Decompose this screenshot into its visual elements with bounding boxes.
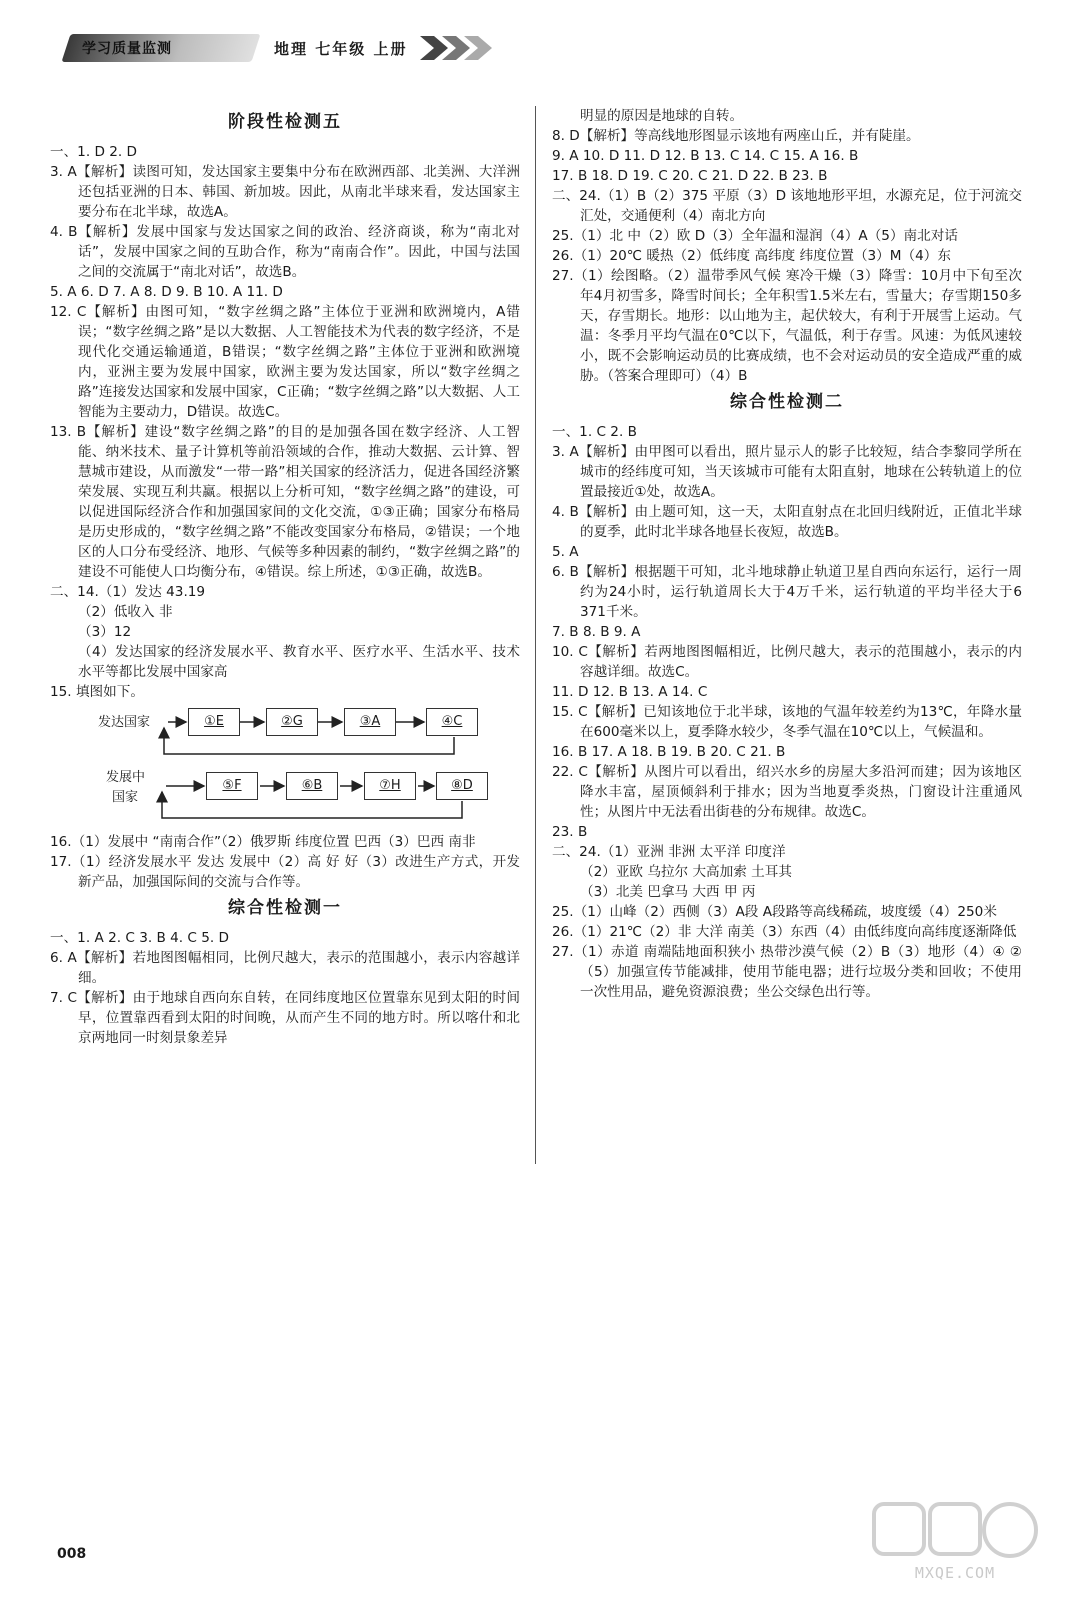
answer-line: 11. D 12. B 13. A 14. C <box>552 684 708 700</box>
answer-line: 22. C【解析】从图片可以看出，绍兴水乡的房屋大多沿河而建；因为该地区降水丰富，屋顶倾斜利于排水；因为当地夏季炎热，门窗设计注重通风性；从图片中无法看出街巷的分布规律。故选C。 <box>552 764 1022 820</box>
developing-label-a: 发展中 <box>106 770 146 785</box>
answer-line: 13. B【解析】建设“数字丝绸之路”的目的是加强各国在数字经济、人工智能、纳米技术、量子计算机等前沿领域的合作，推动大数据、云计算、智慧城市建设，从而激发“一带一路”相关国家的经济活力，促进各国经济繁荣发展、实现互利共赢。根据以上分析可知，“数字丝绸之路”的建设，可以促进国际经济合作和加强国家间的文化交流，①③正确；国家分布格局是历史形成的，“数字丝绸之路”不能改变国家分布格局，②错误；一个地区的人口分布受经济、地形、气候等多种因素的制约，“数字丝绸之路”的建设不可能使人口均衡分布，④错误。综上所述，①③正确，故选B。 <box>50 424 520 580</box>
watermark-stamp-icon <box>870 1500 1040 1564</box>
answer-line: 一、1. A 2. C 3. B 4. C 5. D <box>50 930 230 946</box>
answer-line: 26.（1）20℃ 暖热（2）低纬度 高纬度 纬度位置（3）M（4）东 <box>552 248 951 264</box>
page-number: 008 <box>57 1546 87 1562</box>
watermark-logo <box>870 1500 1040 1590</box>
left-column <box>50 106 520 1048</box>
answer-line: 一、1. C 2. B <box>552 424 637 440</box>
answer-line: （2）亚欧 乌拉尔 大高加索 土耳其 <box>580 864 792 880</box>
diagram-box: ⑤F <box>206 772 258 800</box>
answer-line: 7. B 8. B 9. A <box>552 624 641 640</box>
answer-line: 二、24.（1）B（2）375 平原（3）D 该地地形平坦，水源充足，位于河流交汇处，交通便利（4）南北方向 <box>552 188 1022 224</box>
answer-line: 7. C【解析】由于地球自西向东自转，在同纬度地区位置靠东见到太阳的时间早，位置靠西看到太阳的时间晚，从而产生不同的地方时。所以喀什和北京两地同一时刻景象差异 <box>50 990 520 1046</box>
answer-line: 5. A 6. D 7. A 8. D 9. B 10. A 11. D <box>50 284 283 300</box>
developing-label-b: 国家 <box>112 790 139 805</box>
diagram-box: ④C <box>426 708 478 736</box>
answer-line: 25.（1）山峰（2）西侧（3）A段 A段路等高线稀疏，坡度缓（4）250米 <box>552 904 997 920</box>
column-divider <box>535 106 536 1164</box>
section-title-comprehensive-one: 综合性检测一 <box>228 898 342 918</box>
answer-line: 5. A <box>552 544 579 560</box>
watermark-text: MXQE.COM <box>914 1564 996 1582</box>
diagram-box: ⑦H <box>364 772 416 800</box>
answer-line: 17. B 18. D 19. C 20. C 21. D 22. B 23. B <box>552 168 828 184</box>
answer-line: 23. B <box>552 824 588 840</box>
answer-line: （2）低收入 非 <box>78 604 173 620</box>
diagram-box: ②G <box>266 708 318 736</box>
answer-line: （3）12 <box>78 624 132 640</box>
answer-line: 3. A【解析】由甲图可以看出，照片显示人的影子比较短，结合李黎同学所在城市的经纬度可知，当天该城市可能有太阳直射，地球在公转轨道上的位置最接近①处，故选A。 <box>552 444 1022 500</box>
diagram-box: ⑧D <box>436 772 488 800</box>
answer-line: 二、14.（1）发达 43.19 <box>50 584 206 600</box>
answer-line: 3. A【解析】读图可知，发达国家主要集中分布在欧洲西部、北美洲、大洋洲还包括亚洲的日本、韩国、新加坡。因此，从南北半球来看，发达国家主要分布在北半球，故选A。 <box>50 164 520 220</box>
series-title: 学习质量监测 <box>82 41 172 57</box>
fill-in-flow-diagram <box>50 706 520 826</box>
answer-line: 12. C【解析】由图可知，“数字丝绸之路”主体位于亚洲和欧洲境内，A错误；“数字丝绸之路”是以大数据、人工智能技术为代表的数字经济，不是现代化交通运输通道，B错误；“数字丝绸之路”主体位于亚洲和欧洲境内，亚洲主要为发展中国家，欧洲主要为发达国家，所以“数字丝绸之路”连接发达国家和发展中国家，C正确；“数字丝绸之路”以大数据、人工智能为主要动力，D错误。故选C。 <box>50 304 520 420</box>
answer-line: 25.（1）北 中（2）欧 D（3）全年温和湿润（4）A（5）南北对话 <box>552 228 958 244</box>
answer-line: 明显的原因是地球的自转。 <box>580 108 744 124</box>
answer-line: 26.（1）21℃（2）非 大洋 南美（3）东西（4）由低纬度向高纬度逐渐降低 <box>552 924 1017 940</box>
answer-line: 27.（1）赤道 南端陆地面积狭小 热带沙漠气候（2）B（3）地形（4）④ ②（5）加强宣传节能减排，使用节能电器；进行垃圾分类和回收；不使用一次性用品，避免资源浪费；坐公交绿色出行等。 <box>552 944 1022 1000</box>
answer-line: 6. B【解析】根据题干可知，北斗地球静止轨道卫星自西向东运行，运行一周约为24小时，运行轨道周长大于4万千米，运行轨道的平均半径大于6 371千米。 <box>552 564 1022 620</box>
subject-title: 地理 七年级 上册 <box>274 40 408 58</box>
answer-line: 15. C【解析】已知该地位于北半球，该地的气温年较差约为13℃，年降水量在600毫米以上，夏季降水较少，冬季气温在10℃以上，气候温和。 <box>552 704 1022 740</box>
section-title-stage-five: 阶段性检测五 <box>228 112 342 132</box>
answer-line: （4）发达国家的经济发展水平、教育水平、医疗水平、生活水平、技术水平等都比发展中国家高 <box>78 644 520 680</box>
answer-line: 10. C【解析】若两地图图幅相近，比例尺越大，表示的范围越小，表示的内容越详细。故选C。 <box>552 644 1022 680</box>
answer-line: 二、24.（1）亚洲 非洲 太平洋 印度洋 <box>552 844 786 860</box>
chevron-decoration-icon <box>420 34 500 62</box>
answer-line: 8. D【解析】等高线地形图显示该地有两座山丘，并有陡崖。 <box>552 128 920 144</box>
answer-line: （3）北美 巴拿马 大西 甲 丙 <box>580 884 756 900</box>
answer-line: 17.（1）经济发展水平 发达 发展中（2）高 好 好（3）改进生产方式，开发新产品，加强国际间的交流与合作等。 <box>50 854 520 890</box>
diagram-box: ③A <box>344 708 396 736</box>
page-header <box>52 28 472 68</box>
answer-line: 6. A【解析】若地图图幅相同，比例尺越大，表示的范围越小，表示内容越详细。 <box>50 950 520 986</box>
developed-label: 发达国家 <box>98 715 151 730</box>
answer-line: 4. B【解析】由上题可知，这一天，太阳直射点在北回归线附近，正值北半球的夏季，此时北半球各地昼长夜短，故选B。 <box>552 504 1022 540</box>
answer-line: 9. A 10. D 11. D 12. B 13. C 14. C 15. A 16. B <box>552 148 859 164</box>
answer-line: 16.（1）发展中 “南南合作”（2）俄罗斯 纬度位置 巴西（3）巴西 南非 <box>50 834 476 850</box>
right-column <box>552 106 1022 1002</box>
answer-line: 4. B【解析】发展中国家与发达国家之间的政治、经济商谈，称为“南北对话”，发展中国家之间的互助合作，称为“南南合作”。因此，中国与法国之间的交流属于“南北对话”，故选B。 <box>50 224 520 280</box>
answer-line: 16. B 17. A 18. B 19. B 20. C 21. B <box>552 744 786 760</box>
answer-line: 一、1. D 2. D <box>50 144 138 160</box>
diagram-box: ①E <box>188 708 240 736</box>
answer-line: 15. 填图如下。 <box>50 684 144 700</box>
answer-line: 27.（1）绘图略。（2）温带季风气候 寒冷干燥（3）降雪：10月中下旬至次年4月初雪多，降雪时间长；全年积雪1.5米左右，雪量大；存雪期150多天，存雪期长。地形：以山地为主，起伏较大，有利于开展雪上运动。气温：冬季月平均气温在0℃以下，气温低，利于存雪。风速：为低风速较小，既不会影响运动员的比赛成绩，也不会对运动员的安全造成严重的威胁。（答案合理即可）（4）B <box>552 268 1022 384</box>
diagram-box: ⑥B <box>286 772 338 800</box>
section-title-comprehensive-two: 综合性检测二 <box>730 392 844 412</box>
